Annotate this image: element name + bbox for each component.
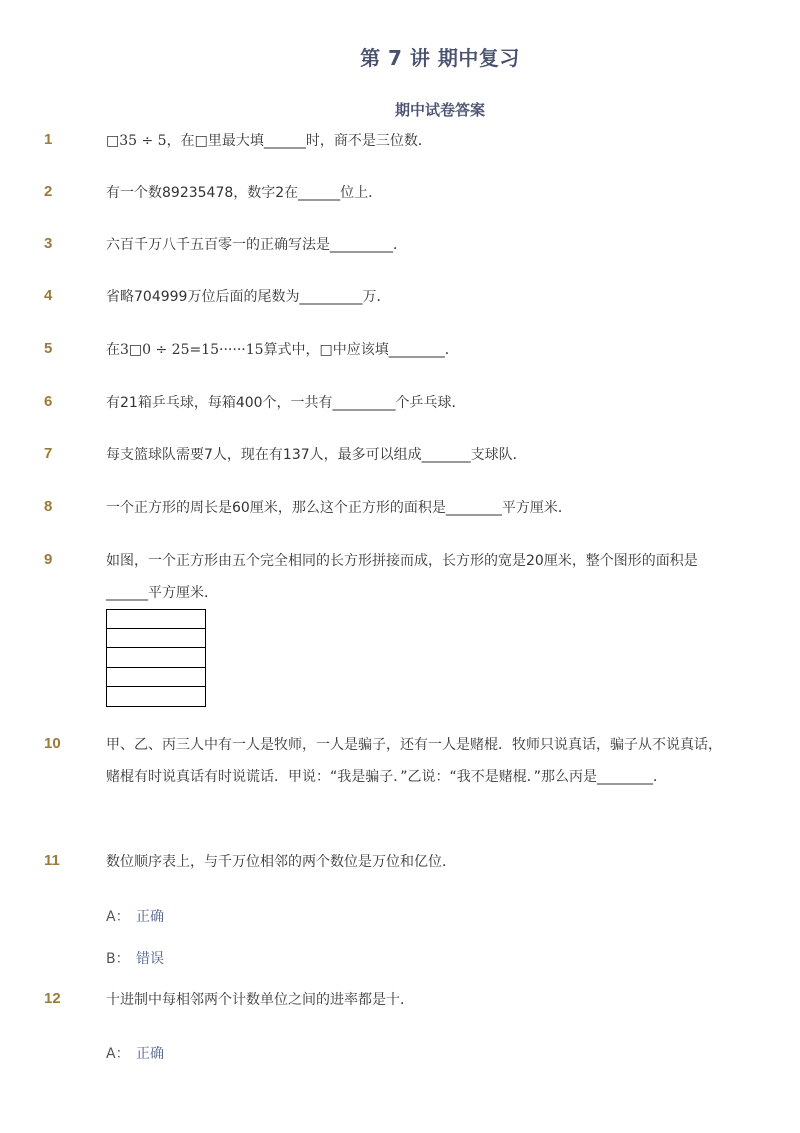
question-text — [106, 340, 726, 360]
question-text: 如图，一个正方形由五个完全相同的长方形拼接而成，长方形的宽是20厘米，整个图形的面积是______平方厘米． — [106, 553, 698, 601]
question-number: 3 — [44, 235, 53, 252]
question-text: 数位顺序表上，与千万位相邻的两个数位是万位和亿位． — [106, 854, 456, 870]
figure-rectangle — [107, 648, 205, 667]
question-body: ，在□里最大填______时，商不是三位数． — [166, 133, 432, 149]
option-label: A： — [106, 909, 130, 925]
question-number: 12 — [44, 990, 61, 1007]
question-number: 2 — [44, 183, 53, 200]
question-text: 每支篮球队需要7人，现在有137人，最多可以组成_______支球队． — [106, 447, 527, 463]
math-expression: 3□0 ÷ 25=15······15 — [120, 342, 264, 358]
question-number: 9 — [44, 551, 53, 568]
question-number: 10 — [44, 735, 61, 752]
question-number: 7 — [44, 445, 53, 462]
option-label: B： — [106, 951, 130, 967]
question-text: 有一个数89235478，数字2在______位上． — [106, 185, 383, 201]
question-number: 6 — [44, 393, 53, 410]
page-title: 第 7 讲 期中复习 — [360, 46, 520, 70]
question-text: 有21箱乒乓球，每箱400个，一共有_________个乒乓球． — [106, 395, 466, 411]
question-text: 十进制中每相邻两个计数单位之间的进率都是十． — [106, 992, 414, 1008]
page-subtitle: 期中试卷答案 — [394, 101, 485, 119]
question-number: 5 — [44, 340, 53, 357]
option-a-correct[interactable]: 正确 — [136, 909, 164, 925]
figure-rectangle — [107, 629, 205, 648]
question-text: 一个正方形的周长是60厘米，那么这个正方形的面积是________平方厘米． — [106, 500, 572, 516]
question-number: 11 — [44, 852, 60, 869]
question-number: 1 — [44, 131, 53, 148]
question-text — [106, 131, 726, 151]
question-text: 六百千万八千五百零一的正确写法是_________． — [106, 237, 407, 253]
question-text: 甲、乙、丙三人中有一人是牧师，一人是骗子，还有一人是赌棍．牧师只说真话，骗子从不说真话，赌棍有时说真话有时说谎话．甲说：“我是骗子．”乙说：“我不是赌棍．”那么丙是________． — [106, 737, 722, 785]
question-number: 4 — [44, 287, 53, 304]
question-prefix: 在 — [106, 342, 120, 358]
math-expression: □35 ÷ 5 — [106, 133, 167, 149]
figure-rectangle — [107, 610, 205, 629]
option-label: A： — [106, 1046, 130, 1062]
rectangle-stack-figure — [106, 609, 206, 707]
question-number: 8 — [44, 498, 53, 515]
figure-rectangle — [107, 687, 205, 706]
option-a-correct[interactable]: 正确 — [136, 1046, 164, 1062]
question-body: 算式中，□中应该填________． — [263, 342, 459, 358]
question-text: 省略704999万位后面的尾数为_________万． — [106, 289, 391, 305]
figure-rectangle — [107, 668, 205, 687]
option-b-wrong[interactable]: 错误 — [136, 951, 164, 967]
